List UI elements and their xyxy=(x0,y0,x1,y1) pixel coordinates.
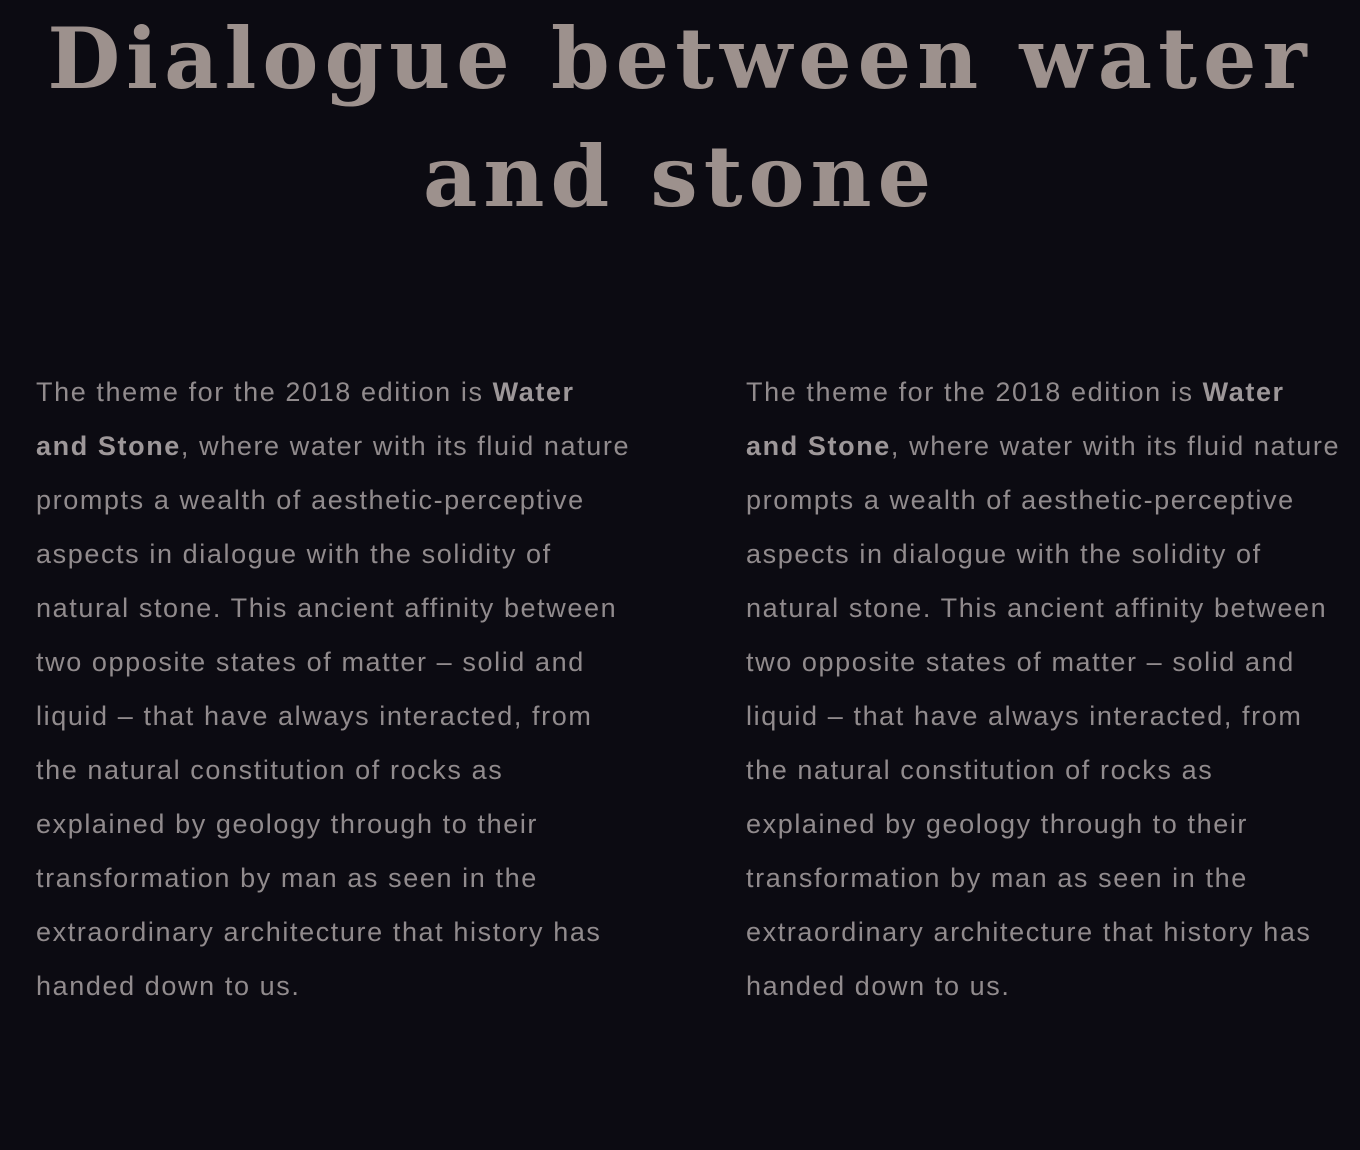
column-intro: The theme for the 2018 edition is xyxy=(746,377,1203,407)
page-title-line-1: Dialogue between water xyxy=(47,9,1313,108)
column-intro: The theme for the 2018 edition is xyxy=(36,377,493,407)
column-body: , where water with its fluid nature prompts a wealth of aesthetic-perceptive aspects in dialogue with the solidity of natural stone. This ancient affinity between two opposite states of matter – solid and liquid – that have always interacted, from the natural constitution of rocks as explained by geology through to their transformation by man as seen in the extraordinary architecture that history has handed down to us. xyxy=(746,431,1341,1001)
text-column-left xyxy=(36,365,636,1013)
page-title-line-2: and stone xyxy=(422,127,938,226)
column-emphasis: Water and Stone xyxy=(746,377,1285,461)
column-body: , where water with its fluid nature prompts a wealth of aesthetic-perceptive aspects in dialogue with the solidity of natural stone. This ancient affinity between two opposite states of matter – solid and liquid – that have always interacted, from the natural constitution of rocks as explained by geology through to their transformation by man as seen in the extraordinary architecture that history has handed down to us. xyxy=(36,431,631,1001)
page-title xyxy=(0,0,1360,236)
column-emphasis: Water and Stone xyxy=(36,377,575,461)
text-column-right xyxy=(746,365,1346,1013)
